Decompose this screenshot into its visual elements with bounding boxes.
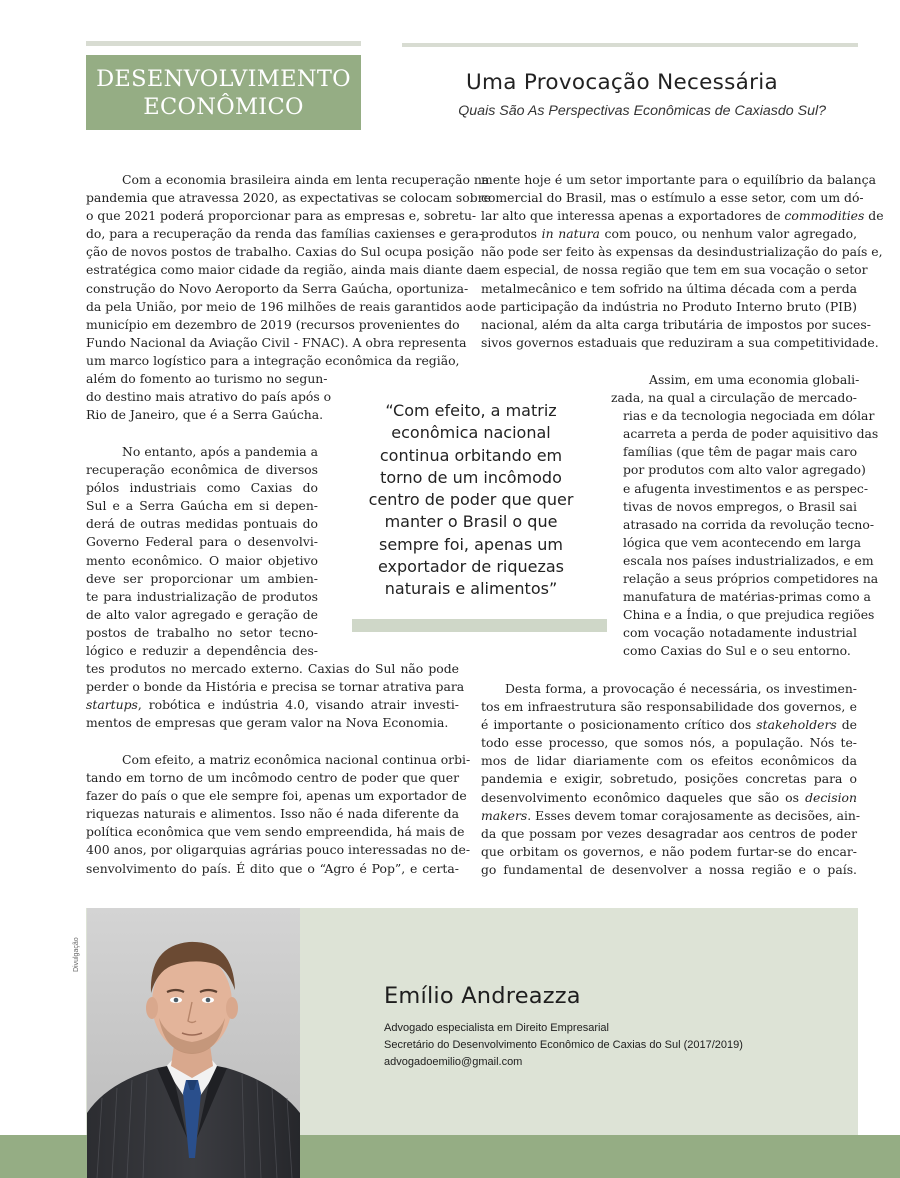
pull-quote-line: naturais e alimentos” — [384, 579, 558, 599]
text-line: política econômica que vem sendo empreendida, há mais de — [86, 824, 465, 840]
author-email: advogadoemilio@gmail.com — [384, 1056, 523, 1068]
text-line: deve ser proporcionar um ambien- — [86, 570, 318, 586]
text-line: de alto valor agregado e geração de — [86, 606, 318, 622]
text-line: município em dezembro de 2019 (recursos provenientes do — [86, 316, 460, 332]
text-line: o que 2021 poderá proporcionar para as empresas e, sobretu- — [86, 208, 477, 224]
text-line: como Caxias do Sul e o seu entorno. — [623, 643, 851, 659]
pull-quote-line: “Com efeito, a matriz — [385, 401, 557, 420]
text-line: e afugenta investimentos e as perspec- — [623, 480, 869, 496]
text-line: Com a economia brasileira ainda em lenta recuperação na — [122, 172, 490, 187]
text-line: pandemia e exigir, sobretudo, posições concretas para o — [481, 771, 857, 787]
text-line: go fundamental de desenvolver a nossa região e o país. — [481, 861, 857, 877]
left-paragraph-3 — [86, 751, 471, 878]
text-line: além do fomento ao turismo no segun- — [86, 371, 328, 387]
text-line: Governo Federal para o desenvolvi- — [86, 534, 318, 550]
text-line: postos de trabalho no setor tecno- — [86, 624, 318, 640]
text-line: mos de lidar diariamente com os efeitos econômicos da — [481, 753, 857, 769]
author-photo — [87, 908, 300, 1178]
author-bio-1: Advogado especialista em Direito Empresarial — [384, 1022, 609, 1034]
text-line: desenvolvimento econômico daqueles que são os decision — [481, 789, 857, 805]
text-line: sivos governos estaduais que reduziram a sua competitividade. — [481, 334, 879, 350]
right-paragraph-1 — [481, 171, 884, 352]
text-line: derá de outras medidas pontuais do — [86, 516, 318, 532]
text-line: Com efeito, a matriz econômica nacional continua orbi- — [122, 752, 471, 767]
author-portrait-illustration — [87, 908, 300, 1178]
text-line: tos em infraestrutura são responsabilidade dos governos, e — [481, 699, 857, 715]
text-line: todo esse processo, que somos nós, a população. Nós te- — [481, 735, 857, 751]
article-title: Uma Provocação Necessária — [465, 70, 779, 95]
pull-quote-line: continua orbitando em — [379, 445, 563, 465]
text-line: mente hoje é um setor importante para o equilíbrio da balança — [481, 172, 876, 187]
text-line: startups, robótica e indústria 4.0, visando atrair investi- — [86, 697, 459, 713]
pull-quote-line: centro de poder que quer — [368, 490, 574, 510]
text-line: é importante o posicionamento crítico dos stakeholders de — [481, 717, 857, 733]
text-line: acarreta a perda de poder aquisitivo das — [623, 426, 879, 442]
text-line: famílias (que têm de pagar mais caro — [623, 444, 858, 460]
text-line: do, para a recuperação da renda das famílias caxienses e gera- — [86, 226, 483, 242]
right-paragraph-3 — [481, 680, 861, 879]
text-line: estratégica como maior cidade da região, ainda mais diante da — [86, 262, 482, 278]
text-line: nacional, além da alta carga tributária de impostos por suces- — [481, 316, 871, 332]
text-line: de participação da indústria no Produto Interno bruto (PIB) — [481, 298, 857, 314]
text-line: produtos in natura com pouco, ou nenhum valor agregado, — [481, 226, 858, 242]
section-label-line1: DESENVOLVIMENTO — [96, 66, 351, 92]
text-line: pólos industriais como Caxias do — [86, 480, 318, 496]
text-line: que orbitam os governos, e não podem furtar-se do encar- — [481, 843, 857, 859]
text-line: Rio de Janeiro, que é a Serra Gaúcha. — [86, 407, 324, 423]
text-line: 400 anos, por oligarquias agrárias pouco interessadas no de- — [86, 842, 471, 858]
text-line: manufatura de matérias-primas como a — [623, 589, 871, 605]
text-line: lógico e reduzir a dependência des- — [86, 643, 318, 659]
article-subtitle: Quais São As Perspectivas Econômicas de Caxiasdo Sul? — [458, 103, 826, 119]
section-label-line2: ECONÔMICO — [143, 94, 304, 120]
section-label — [86, 55, 361, 130]
text-line: rias e da tecnologia negociada em dólar — [623, 408, 875, 424]
text-line: do destino mais atrativo do país após o — [86, 389, 332, 405]
text-line: pandemia que atravessa 2020, as expectativas se colocam sobre — [86, 190, 491, 206]
text-line: atrasado na corrida da revolução tecno- — [623, 516, 875, 532]
text-line: riquezas naturais e alimentos. Isso não é nada diferente da — [86, 806, 459, 822]
text-line: comercial do Brasil, mas o estímulo a esse setor, com um dó- — [481, 190, 864, 206]
text-line: da pela União, por meio de 196 milhões de reais garantidos ao — [86, 298, 481, 314]
text-line: te para industrialização de produtos — [86, 588, 318, 604]
text-line: um marco logístico para a integração econômica da região, — [86, 352, 460, 368]
author-name: Emílio Andreazza — [384, 983, 581, 1009]
text-line: relação a seus próprios competidores na — [623, 571, 879, 587]
text-line: tando em torno de um incômodo centro de poder que quer — [86, 770, 459, 786]
text-line: No entanto, após a pandemia a — [122, 444, 318, 459]
pull-quote-line: sempre foi, apenas um — [378, 534, 563, 554]
text-line: Fundo Nacional da Aviação Civil - FNAC). A obra representa — [86, 334, 467, 350]
pull-quote-bar — [352, 619, 607, 632]
text-line: lar alto que interessa apenas a exportadores de commodities de — [481, 208, 884, 224]
pull-quote — [352, 400, 590, 601]
text-line: mento econômico. O maior objetivo — [86, 552, 318, 568]
text-line: não pode ser feito às expensas da desindustrialização do país e, — [481, 244, 883, 260]
pull-quote-line: exportador de riquezas — [377, 557, 565, 577]
text-line: por produtos com alto valor agregado) — [623, 462, 866, 478]
text-line: Assim, em uma economia globali- — [649, 372, 860, 387]
photo-credit — [70, 914, 86, 974]
pull-quote-line: econômica nacional — [391, 423, 551, 443]
text-line: construção do Novo Aeroporto da Serra Gaúcha, oportuniza- — [86, 280, 469, 296]
text-line: Sul e a Serra Gaúcha em si depen- — [86, 498, 318, 514]
text-line: em especial, de nossa região que tem em sua vocação o setor — [481, 262, 868, 278]
text-line: fazer do país o que ele sempre foi, apenas um exportador de — [86, 788, 467, 804]
text-line: da que possam por vezes desagradar aos centros de poder — [481, 825, 857, 841]
text-line: lógica que vem acontecendo em larga — [623, 534, 862, 550]
pull-quote-line: torno de um incômodo — [380, 467, 562, 487]
top-rule-left — [86, 41, 361, 46]
text-line: China e a Índia, o que prejudica regiões — [623, 607, 875, 623]
text-line: senvolvimento do país. É dito que o “Agro é Pop”, e certa- — [86, 860, 459, 876]
author-bio-2: Secretário do Desenvolvimento Econômico de Caxias do Sul (2017/2019) — [384, 1039, 743, 1051]
text-line: makers. Esses devem tomar corajosamente as decisões, ain- — [481, 807, 861, 823]
pull-quote-line: manter o Brasil o que — [384, 512, 558, 532]
text-line: tes produtos no mercado externo. Caxias do Sul não pode — [86, 661, 459, 677]
text-line: perder o bonde da História e precisa se tornar atrativa para — [86, 679, 465, 695]
text-line: recuperação econômica de diversos — [86, 462, 318, 478]
text-line: zada, na qual a circulação de mercado- — [611, 390, 857, 406]
photo-credit-text: Divulgação — [73, 937, 80, 972]
top-rule-right — [402, 43, 858, 47]
text-line: ção de novos postos de trabalho. Caxias do Sul ocupa posição — [86, 244, 474, 260]
text-line: metalmecânico e tem sofrido na última década com a perda — [481, 280, 858, 296]
text-line: tivas de novos empregos, o Brasil sai — [623, 498, 857, 514]
text-line: escala nos países industrializados, e em — [623, 552, 874, 568]
text-line: Desta forma, a provocação é necessária, os investimen- — [505, 681, 857, 696]
text-line: com vocação notadamente industrial — [623, 625, 857, 641]
text-line: mentos de empresas que geram valor na Nova Economia. — [86, 715, 449, 731]
